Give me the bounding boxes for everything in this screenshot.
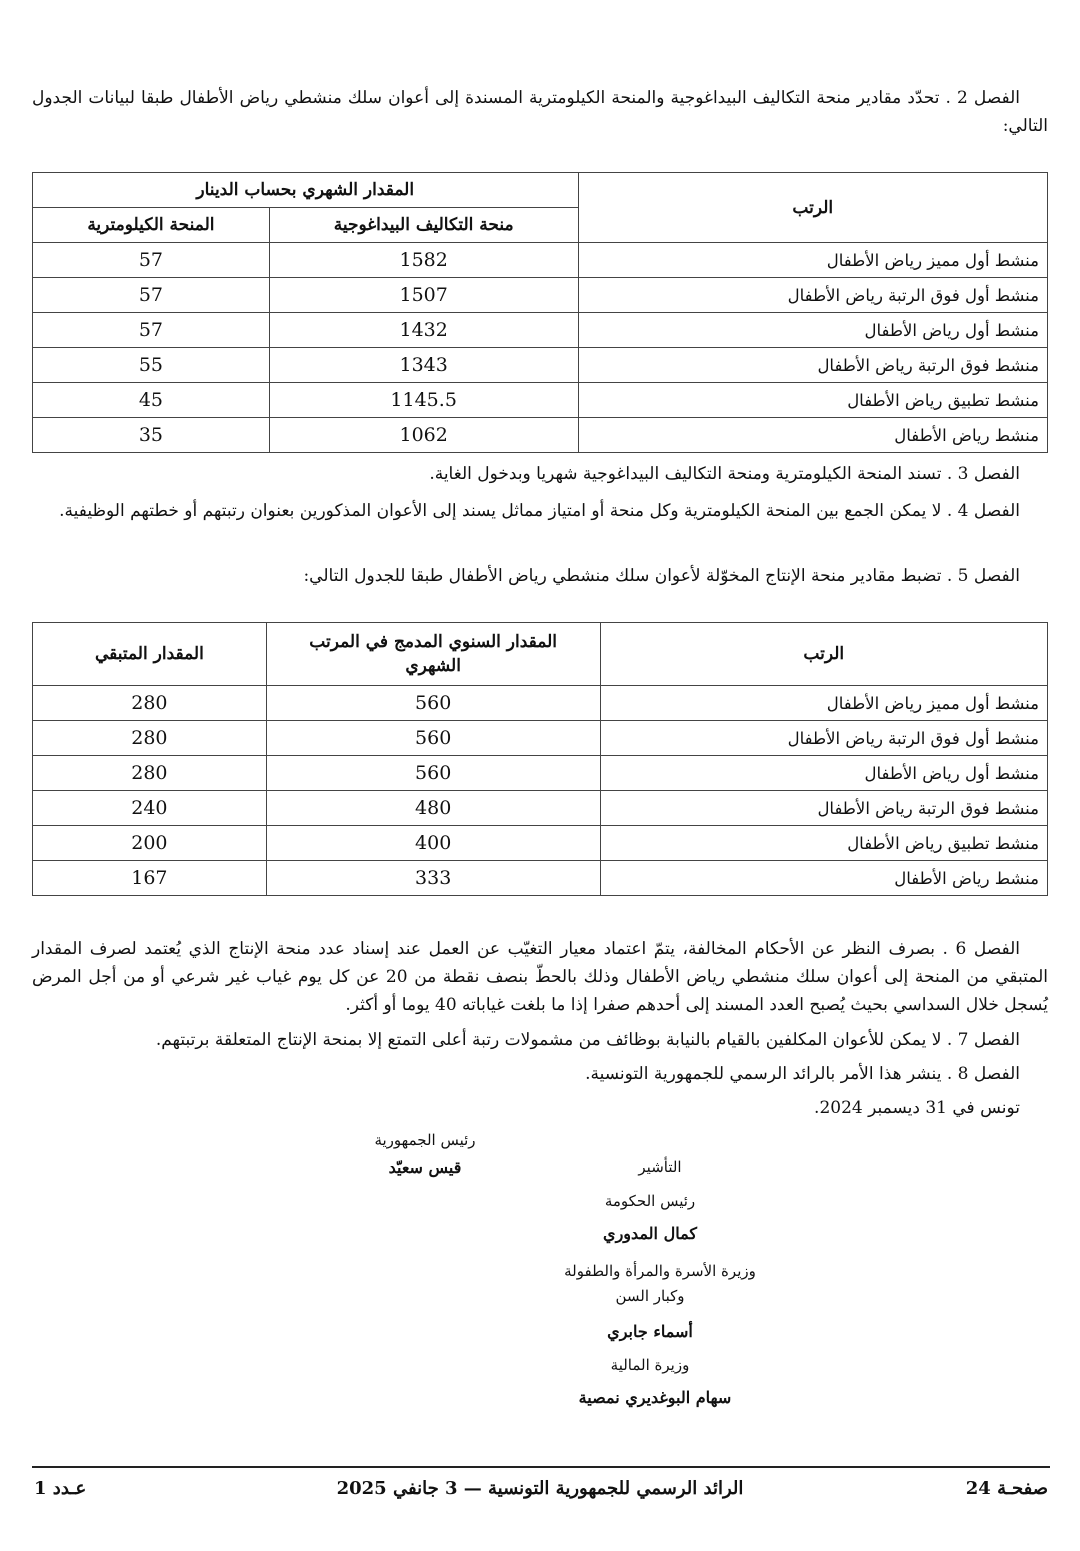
rank-cell: منشط رياض الأطفال (578, 418, 1047, 453)
footer-divider (32, 1466, 1050, 1468)
president-name: قيس سعيّد (388, 1158, 462, 1177)
kilometric-cell: 57 (33, 243, 270, 278)
rank-cell: منشط أول مميز رياض الأطفال (600, 686, 1047, 721)
family-minister-name: أسماء جابري (607, 1322, 693, 1341)
article-2: الفصل 2 . تحدّد مقادير منحة التكاليف البيداغوجية والمنحة الكيلومترية المسندة إلى أعوان سلك منشطي رياض الأطفال طبقا لبيانات الجدول التالي: (32, 88, 1048, 136)
table2-rank-header: الرتب (600, 623, 1047, 686)
annual-cell: 560 (266, 686, 600, 721)
table-row (33, 313, 1048, 348)
rank-cell: منشط تطبيق رياض الأطفال (600, 826, 1047, 861)
kilometric-cell: 45 (33, 383, 270, 418)
table1-kilometric-header: المنحة الكيلومترية (33, 208, 270, 243)
kilometric-cell: 57 (33, 278, 270, 313)
article-8: الفصل 8 . ينشر هذا الأمر بالرائد الرسمي للجمهورية التونسية. (585, 1064, 1020, 1084)
pm-title: رئيس الحكومة (604, 1192, 696, 1210)
journal-title: الرائد الرسمي للجمهورية التونسية — 3 جانفي 2025 (336, 1478, 744, 1499)
date-line: تونس في 31 ديسمبر 2024. (814, 1098, 1020, 1118)
table-row (33, 278, 1048, 313)
page-number: صفحـة 24 (965, 1478, 1048, 1499)
article-4: الفصل 4 . لا يمكن الجمع بين المنحة الكيلومترية وكل منحة أو امتياز مماثل يسند إلى الأعوان المذكورين بعنوان رتبتهم أو خطتهم الوظيفية. (59, 501, 1020, 521)
family-minister-title: وزيرة الأسرة والمرأة والطفولة (564, 1262, 756, 1280)
rank-cell: منشط أول مميز رياض الأطفال (578, 243, 1047, 278)
rank-cell: منشط أول فوق الرتبة رياض الأطفال (578, 278, 1047, 313)
finance-minister-name: سهام البوغديري نمصية (578, 1388, 732, 1407)
table-row (33, 756, 1048, 791)
remaining-cell: 280 (33, 721, 267, 756)
family-minister-title-2: وكبار السن (615, 1287, 685, 1305)
table-row (33, 721, 1048, 756)
table-row (33, 383, 1048, 418)
rank-cell: منشط فوق الرتبة رياض الأطفال (600, 791, 1047, 826)
pm-name: كمال المدوري (603, 1224, 697, 1243)
table-row (33, 826, 1048, 861)
annual-cell: 480 (266, 791, 600, 826)
countersign-label: التأشير (638, 1158, 682, 1176)
pedagogical-cell: 1062 (269, 418, 578, 453)
pedagogical-cell: 1582 (269, 243, 578, 278)
rank-cell: منشط فوق الرتبة رياض الأطفال (578, 348, 1047, 383)
rank-cell: منشط رياض الأطفال (600, 861, 1047, 896)
article-3: الفصل 3 . تسند المنحة الكيلومترية ومنحة التكاليف البيداغوجية شهريا وبدخول الغاية. (429, 464, 1020, 484)
pedagogical-cell: 1507 (269, 278, 578, 313)
remaining-cell: 167 (33, 861, 267, 896)
table-row (33, 791, 1048, 826)
remaining-cell: 200 (33, 826, 267, 861)
table-row (33, 243, 1048, 278)
pedagogical-cell: 1145.5 (269, 383, 578, 418)
production-bonus-table (32, 622, 1048, 896)
kilometric-cell: 57 (33, 313, 270, 348)
table-row (33, 686, 1048, 721)
allowances-table (32, 172, 1048, 453)
annual-cell: 560 (266, 756, 600, 791)
table2-remaining-header: المقدار المتبقي (33, 623, 267, 686)
table1-rank-header: الرتب (578, 173, 1047, 243)
finance-minister-title: وزيرة المالية (610, 1356, 690, 1374)
rank-cell: منشط أول رياض الأطفال (600, 756, 1047, 791)
pedagogical-cell: 1432 (269, 313, 578, 348)
kilometric-cell: 35 (33, 418, 270, 453)
table-row (33, 418, 1048, 453)
rank-cell: منشط أول رياض الأطفال (578, 313, 1047, 348)
table-row (33, 861, 1048, 896)
article-5: الفصل 5 . تضبط مقادير منحة الإنتاج المخوّلة لأعوان سلك منشطي رياض الأطفال طبقا للجدول التالي: (303, 566, 1020, 586)
article-7: الفصل 7 . لا يمكن للأعوان المكلفين بالقيام بالنيابة بوظائف من مشمولات رتبة أعلى التمتع إلا بمنحة الإنتاج المتعلقة برتبتهم. (155, 1030, 1020, 1050)
issue-number: عـدد 1 (34, 1478, 87, 1499)
rank-cell: منشط أول فوق الرتبة رياض الأطفال (600, 721, 1047, 756)
table-row (33, 348, 1048, 383)
annual-cell: 560 (266, 721, 600, 756)
table1-pedagogical-header: منحة التكاليف البيداغوجية (269, 208, 578, 243)
president-title: رئيس الجمهورية (374, 1131, 476, 1149)
article-6: الفصل 6 . بصرف النظر عن الأحكام المخالفة، يتمّ اعتماد معيار التغيّب عن العمل عند إسناد عدد منحة الإنتاج الذي يُعتمد لصرف المقدار المتبقي من المنحة إلى أعوان سلك منشطي رياض الأطفال وذلك بالحطّ بنصف نقطة من 20 عن كل يوم غياب غير شرعي أو من أجل المرض يُسجل خلال السداسي بحيث يُصبح العدد المسند إلى أحدهم صفرا إذا ما بلغت غياباته 40 يوما أو أكثر. (32, 939, 1048, 1015)
annual-cell: 333 (266, 861, 600, 896)
remaining-cell: 280 (33, 686, 267, 721)
annual-cell: 400 (266, 826, 600, 861)
table2-annual-header: المقدار السنوي المدمج في المرتب الشهري (266, 623, 600, 686)
remaining-cell: 240 (33, 791, 267, 826)
table1-group-header: المقدار الشهري بحساب الدينار (33, 173, 579, 208)
rank-cell: منشط تطبيق رياض الأطفال (578, 383, 1047, 418)
pedagogical-cell: 1343 (269, 348, 578, 383)
remaining-cell: 280 (33, 756, 267, 791)
kilometric-cell: 55 (33, 348, 270, 383)
